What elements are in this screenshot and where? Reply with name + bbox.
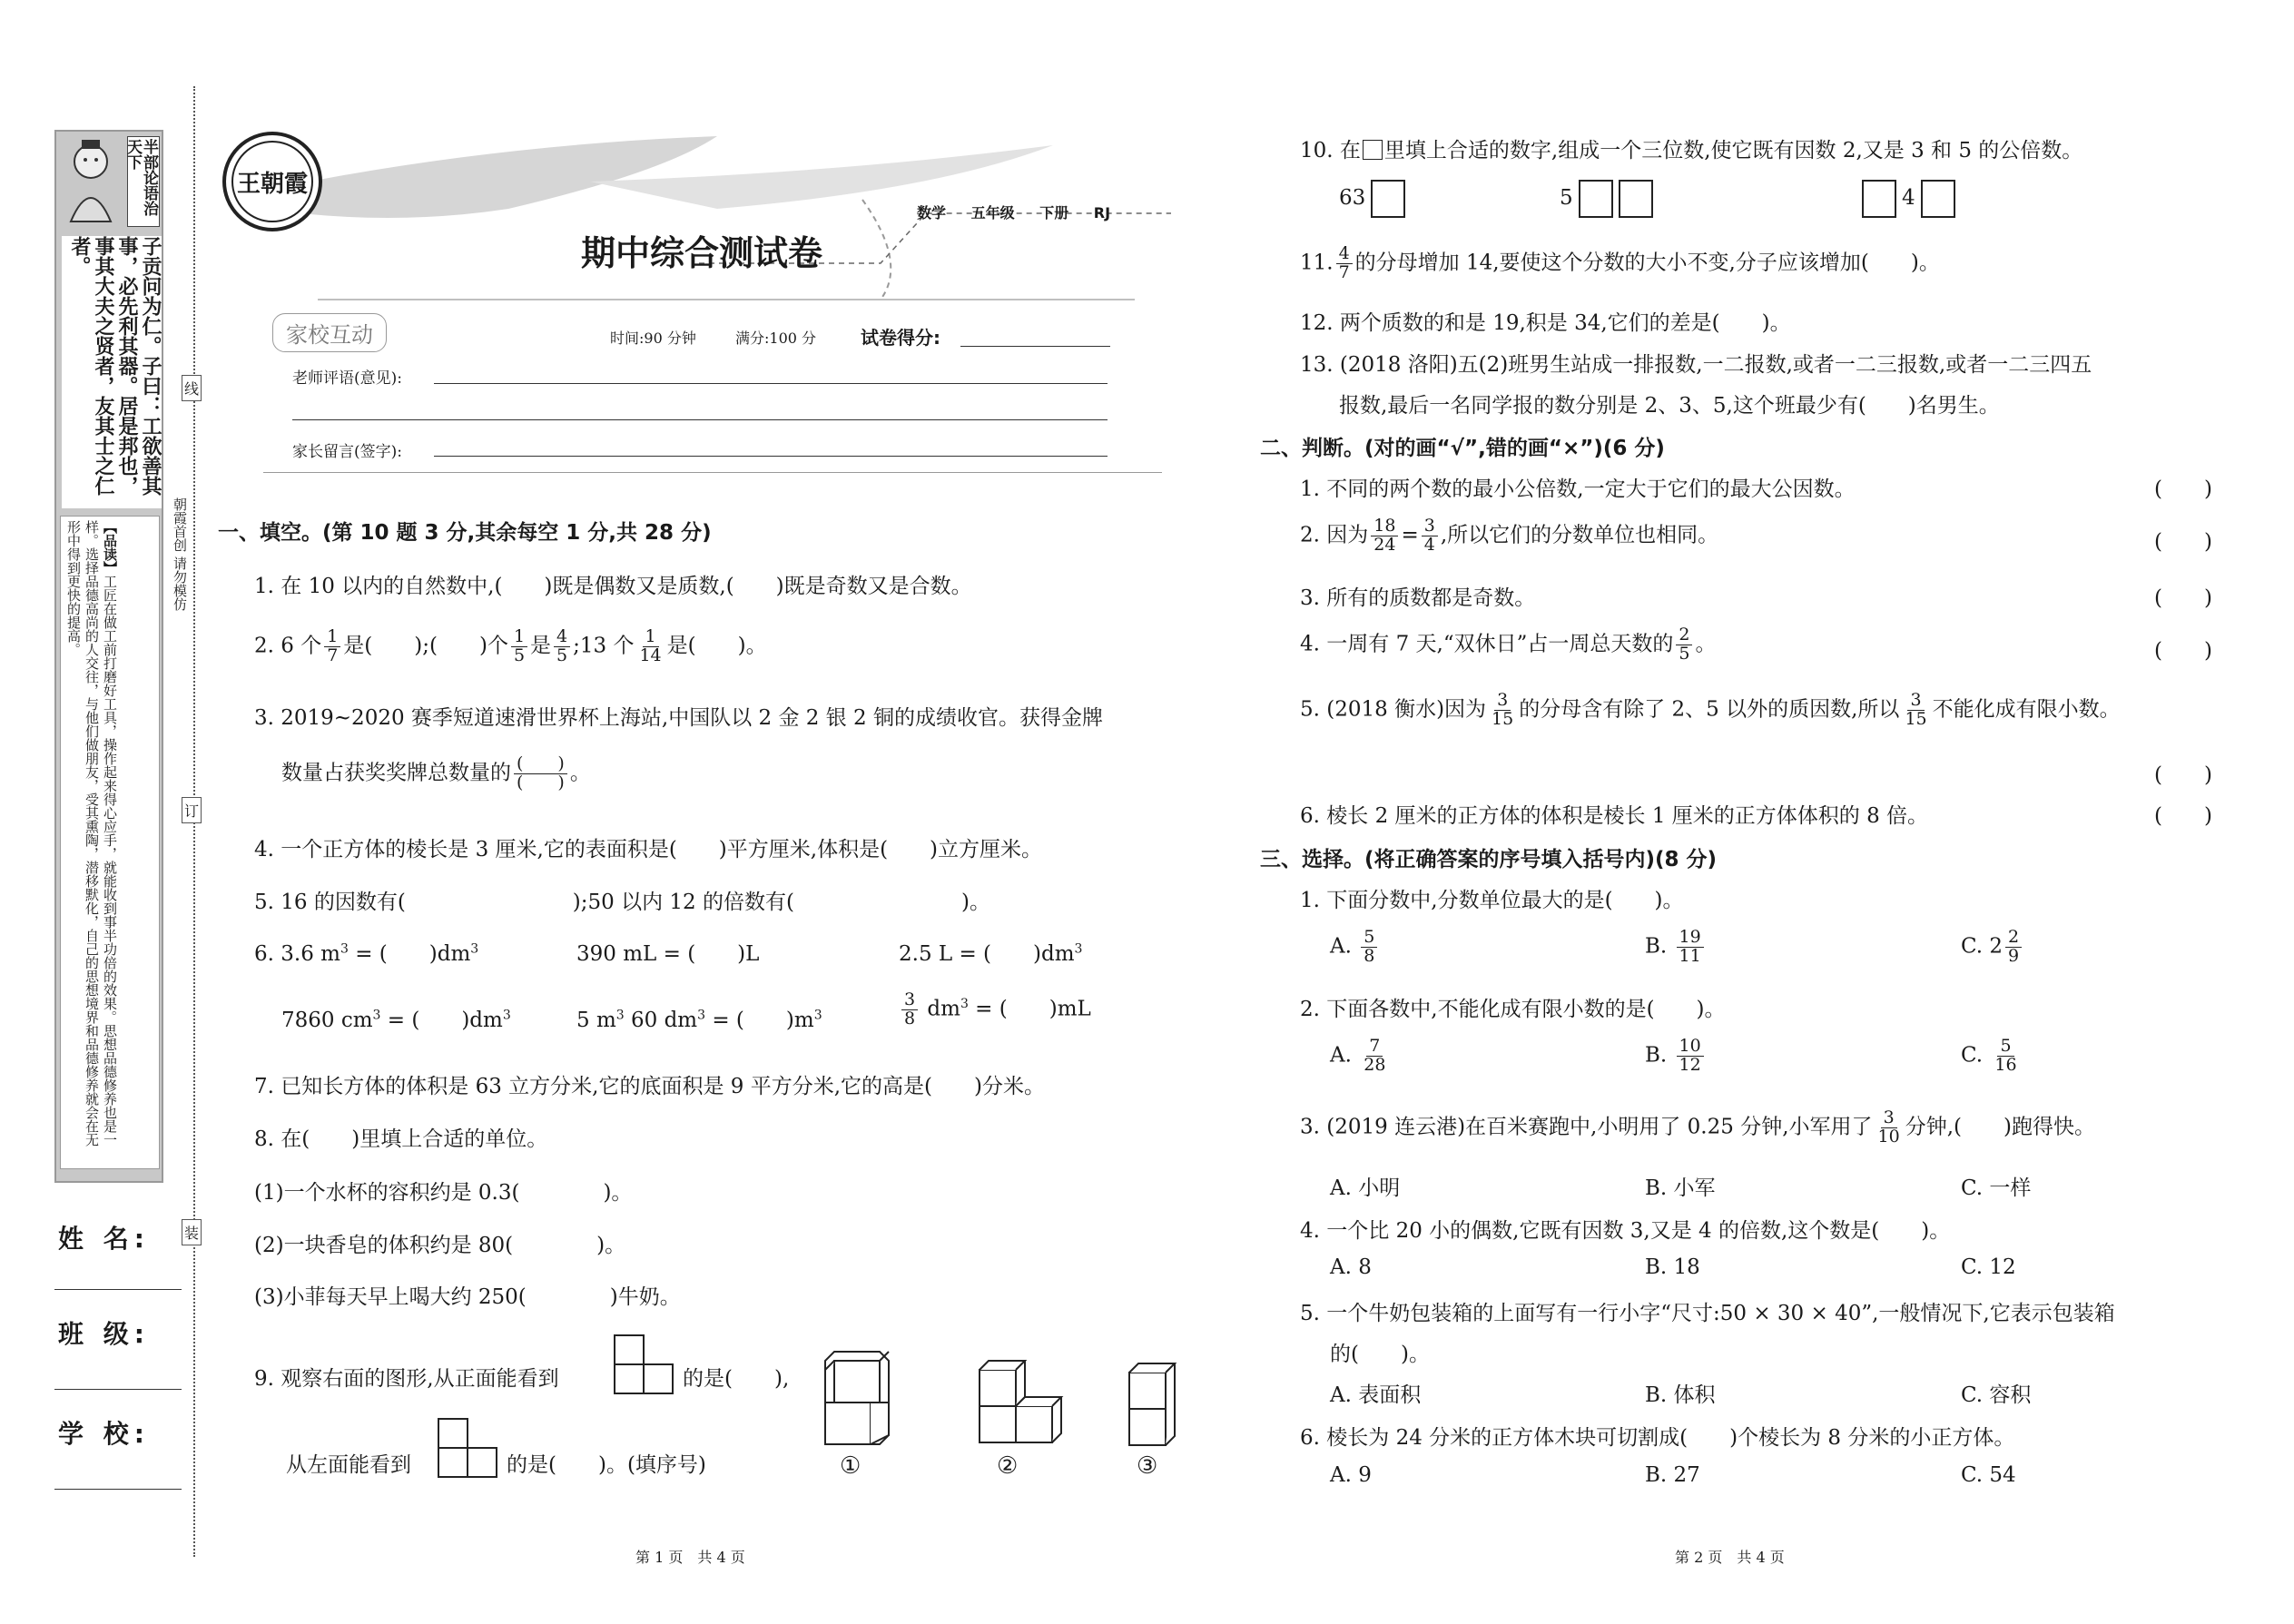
choice-1: 1. 下面分数中,分数单位最大的是( )。 bbox=[1300, 889, 1684, 912]
choice-5-line-2: 的( )。 bbox=[1330, 1343, 1430, 1366]
teacher-comment-field-2[interactable] bbox=[292, 419, 1108, 420]
page-title: 期中综合测试卷 bbox=[581, 232, 823, 273]
question-10-blank-3: 4 bbox=[1856, 180, 1961, 218]
home-school-label: 家校互动 bbox=[272, 313, 387, 352]
question-13-line-2: 报数,最后一名同学报的数分别是 2、3、5,这个班最少有( )名男生。 bbox=[1339, 394, 2000, 418]
figure-label-2: ② bbox=[997, 1452, 1019, 1480]
fraction-3-4: $\frac{3}{4}$ bbox=[1422, 517, 1438, 555]
small-box-icon bbox=[1363, 140, 1383, 160]
cut-char-1: 线 bbox=[182, 375, 202, 401]
page-2-footer: 第 2 页 共 4 页 bbox=[1675, 1549, 1785, 1566]
name-label: 姓 名: bbox=[58, 1224, 150, 1254]
left-view-icon bbox=[438, 1418, 499, 1485]
tag-grade: 五年级 bbox=[970, 204, 1015, 221]
choice-1-option-b[interactable]: B. $\frac{19}{11}$ bbox=[1645, 929, 1707, 966]
question-6-a: 6. 3.6 $m^3$ = ( )$dm^3$ bbox=[254, 941, 479, 966]
judge-4: 4. 一周有 7 天,“双休日”占一周总天数的 $\frac{2}{5}$ 。 bbox=[1300, 625, 1717, 664]
cube-figure-2 bbox=[976, 1357, 1067, 1448]
sidebar-reading bbox=[60, 516, 160, 1169]
reading-label: 【品读】 bbox=[102, 520, 118, 575]
judge-1: 1. 不同的两个数的最小公倍数,一定大于它们的最大公因数。 bbox=[1300, 477, 1856, 501]
judge-2: 2. 因为 $\frac{18}{24}$ = $\frac{3}{4}$ ,所以它们的分数单位也相同。 bbox=[1300, 516, 1719, 555]
choice-3-option-c[interactable]: C. 一样 bbox=[1961, 1176, 2032, 1200]
tag-edition: RJ bbox=[1093, 204, 1111, 221]
teacher-comment-label: 老师评语(意见): bbox=[292, 369, 402, 388]
choice-4: 4. 一个比 20 小的偶数,它既有因数 3,又是 4 的倍数,这个数是( )。 bbox=[1300, 1219, 1951, 1243]
copyright-note: 朝霞首创 请勿模仿 bbox=[172, 497, 188, 611]
q2-part-b: 是( );( )个 bbox=[343, 634, 508, 658]
choice-5-line-1: 5. 一个牛奶包装箱的上面写有一行小字“尺寸:50 × 30 × 40”,一般情况下,它表示包装箱 bbox=[1300, 1302, 2115, 1325]
question-11: 11. $\frac{4}{7}$ 的分母增加 14,要使这个分数的大小不变,分子应该增加( )。 bbox=[1300, 243, 1940, 282]
question-12: 12. 两个质数的和是 19,积是 34,它们的差是( )。 bbox=[1300, 311, 1791, 335]
subject-tags bbox=[917, 202, 1110, 222]
question-2 bbox=[254, 628, 767, 665]
score-field[interactable] bbox=[960, 346, 1110, 347]
digit-box-3[interactable] bbox=[1619, 180, 1653, 218]
section-1-heading: 一、填空。(第 10 题 3 分,其余每空 1 分,共 28 分) bbox=[218, 521, 712, 545]
parent-comment-label: 家长留言(签字): bbox=[292, 443, 402, 461]
judge-6: 6. 棱长 2 厘米的正方体的体积是棱长 1 厘米的正方体体积的 8 倍。 bbox=[1300, 804, 1929, 828]
question-6-c: 2.5 L = ( )$dm^3$ bbox=[899, 941, 1083, 966]
figure-label-3: ③ bbox=[1137, 1452, 1158, 1480]
logo-seal bbox=[222, 132, 322, 231]
choice-2-option-a[interactable]: A. $\frac{7}{28}$ bbox=[1330, 1036, 1386, 1075]
digit-box-4[interactable] bbox=[1862, 180, 1896, 218]
page-1-footer: 第 1 页 共 4 页 bbox=[635, 1549, 745, 1566]
question-8-1: (1)一个水杯的容积约是 0.3( )。 bbox=[254, 1181, 633, 1205]
question-8-2: (2)一块香皂的体积约是 80( )。 bbox=[254, 1234, 626, 1257]
fraction-1-5: $\frac{1}{5}$ bbox=[511, 628, 527, 665]
class-label: 班 级: bbox=[58, 1319, 150, 1349]
school-label: 学 校: bbox=[58, 1419, 150, 1449]
choice-2: 2. 下面各数中,不能化成有限小数的是( )。 bbox=[1300, 998, 1726, 1021]
judge-1-answer[interactable]: ( ) bbox=[2154, 477, 2212, 501]
fraction-blank: $\frac{( )}{( )}$ bbox=[514, 755, 567, 792]
figure-label-1: ① bbox=[840, 1452, 861, 1480]
judge-5: 5. (2018 衡水)因为 $\frac{3}{15}$ 的分母含有除了 2、5 以外的质因数,所以 $\frac{3}{15}$ 不能化成有限小数。 bbox=[1300, 690, 2121, 729]
question-6-d: 7860 $cm^3$ = ( )$dm^3$ bbox=[281, 1008, 511, 1032]
logo-text: 王朝霞 bbox=[231, 141, 313, 222]
fraction-3-10: $\frac{3}{10}$ bbox=[1877, 1107, 1900, 1147]
question-1: 1. 在 10 以内的自然数中,( )既是偶数又是质数,( )既是奇数又是合数。 bbox=[254, 575, 972, 598]
choice-2-option-c[interactable]: C. $\frac{5}{16}$ bbox=[1961, 1036, 2017, 1075]
reading-text: 工匠在做工前打磨好工具，操作起来得心应手，就能收到事半功倍的效果。思想品德修养也是一样。选择品德高尚的人交往，与他们做朋友，受其熏陶，潜移默化，自己的思想境界和品德修养就会在无形中得到更快的提高。 bbox=[65, 520, 118, 1147]
question-5: 5. 16 的因数有( );50 以内 12 的倍数有( )。 bbox=[254, 891, 990, 914]
question-10-blank-2: 5 bbox=[1560, 180, 1659, 218]
digit-box-5[interactable] bbox=[1921, 180, 1955, 218]
choice-4-option-b[interactable]: B. 18 bbox=[1645, 1255, 1700, 1279]
fraction-3-15-a: $\frac{3}{15}$ bbox=[1492, 690, 1514, 729]
fraction-4-5: $\frac{4}{5}$ bbox=[554, 628, 570, 665]
choice-3-option-a[interactable]: A. 小明 bbox=[1330, 1176, 1401, 1200]
score-label: 试卷得分: bbox=[861, 327, 940, 349]
question-3-line-1: 3. 2019~2020 赛季短道速滑世界杯上海站,中国队以 2 金 2 银 2 铜的成绩收官。获得金牌 bbox=[254, 706, 1103, 730]
judge-4-answer[interactable]: ( ) bbox=[2154, 639, 2212, 663]
question-7: 7. 已知长方体的体积是 63 立方分米,它的底面积是 9 平方分米,它的高是( )分米。 bbox=[254, 1075, 1045, 1098]
choice-6-option-a[interactable]: A. 9 bbox=[1330, 1463, 1372, 1487]
school-field[interactable] bbox=[54, 1489, 182, 1490]
header-frame bbox=[263, 472, 1162, 473]
parent-comment-field[interactable] bbox=[434, 456, 1108, 457]
choice-3-option-b[interactable]: B. 小军 bbox=[1645, 1176, 1716, 1200]
tag-subject: 数学 bbox=[917, 204, 947, 221]
q3-text: 数量占获奖奖牌总数量的 bbox=[281, 761, 511, 785]
section-3-heading: 三、选择。(将正确答案的序号填入括号内)(8 分) bbox=[1260, 848, 1718, 871]
judge-6-answer[interactable]: ( ) bbox=[2154, 804, 2212, 828]
judge-5-answer[interactable]: ( ) bbox=[2154, 763, 2212, 787]
question-13-line-1: 13. (2018 洛阳)五(2)班男生站成一排报数,一二报数,或者一二三报数,或者一二三四五 bbox=[1300, 353, 2092, 377]
question-6-b: 390 mL = ( )L bbox=[576, 942, 760, 966]
name-field[interactable] bbox=[54, 1289, 182, 1290]
choice-3: 3. (2019 连云港)在百米赛跑中,小明用了 0.25 分钟,小军用了 $\frac{3}{10}$ 分钟,( )跑得快。 bbox=[1300, 1107, 2095, 1147]
question-9-front-answer: 的是( ), bbox=[683, 1367, 790, 1391]
question-8: 8. 在( )里填上合适的单位。 bbox=[254, 1127, 548, 1151]
front-view-icon bbox=[614, 1334, 675, 1402]
choice-2-option-b[interactable]: B. $\frac{10}{12}$ bbox=[1645, 1038, 1707, 1075]
tag-volume: 下册 bbox=[1039, 204, 1069, 221]
choice-6: 6. 棱长为 24 分米的正方体木块可切割成( )个棱长为 8 分米的小正方体。 bbox=[1300, 1426, 2015, 1450]
question-8-3: (3)小菲每天早上喝大约 250( )牛奶。 bbox=[254, 1285, 681, 1309]
question-9-line-2: 从左面能看到 bbox=[286, 1453, 411, 1477]
fraction-3-15-b: $\frac{3}{15}$ bbox=[1905, 690, 1927, 729]
sidebar-tag: 半部论语治天下 bbox=[127, 136, 160, 227]
choice-6-option-b[interactable]: B. 27 bbox=[1645, 1463, 1700, 1487]
question-9-line-1: 9. 观察右面的图形,从正面能看到 bbox=[254, 1367, 559, 1391]
fraction-18-24: $\frac{18}{24}$ bbox=[1371, 517, 1398, 555]
sidebar-quote: 子贡问为仁。子曰：工欲善其事，必先利其器。居是邦也，事其大夫之贤者，友其士之仁者。 bbox=[62, 236, 162, 508]
cut-char-3: 装 bbox=[182, 1219, 202, 1245]
choice-4-option-c[interactable]: C. 12 bbox=[1961, 1255, 2016, 1279]
cut-char-2: 订 bbox=[182, 797, 202, 823]
judge-3-answer[interactable]: ( ) bbox=[2154, 586, 2212, 610]
q2-part-a: 2. 6 个 bbox=[254, 634, 322, 658]
fraction-4-7: $\frac{4}{7}$ bbox=[1336, 245, 1353, 282]
question-10: 10. 在 里填上合适的数字,组成一个三位数,使它既有因数 2,又是 3 和 5 的公倍数。 bbox=[1300, 139, 2083, 162]
q2-part-d: ;13 个 bbox=[573, 634, 635, 658]
q2-part-c: 是 bbox=[530, 634, 552, 658]
judge-2-answer[interactable]: ( ) bbox=[2154, 530, 2212, 554]
fraction-3-8: $\frac{3}{8}$ bbox=[901, 991, 918, 1029]
digit-box-1[interactable] bbox=[1371, 180, 1405, 218]
judge-3: 3. 所有的质数都是奇数。 bbox=[1300, 586, 1536, 610]
choice-4-option-a[interactable]: A. 8 bbox=[1330, 1255, 1372, 1279]
question-3-line-2: 数量占获奖奖牌总数量的 $\frac{( )}{( )}$ 。 bbox=[281, 753, 591, 792]
question-9-left-answer: 的是( )。(填序号) bbox=[507, 1453, 706, 1477]
cube-figure-3 bbox=[1126, 1360, 1180, 1451]
cube-figure-1 bbox=[822, 1348, 894, 1448]
digit-box-2[interactable] bbox=[1579, 180, 1613, 218]
choice-5-option-b[interactable]: B. 体积 bbox=[1645, 1383, 1716, 1407]
fraction-1-14: $\frac{1}{14}$ bbox=[639, 626, 662, 665]
choice-1-option-a[interactable]: A. $\frac{5}{8}$ bbox=[1330, 929, 1380, 966]
section-2-heading: 二、判断。(对的画“√”,错的画“×”)(6 分) bbox=[1260, 437, 1665, 460]
exam-time: 时间:90 分钟 bbox=[610, 330, 696, 347]
teacher-comment-field[interactable] bbox=[434, 383, 1108, 384]
sidebar-cartoon bbox=[58, 134, 123, 225]
choice-1-option-c[interactable]: C. 2 $\frac{2}{9}$ bbox=[1961, 929, 2024, 966]
choice-5-option-c[interactable]: C. 容积 bbox=[1961, 1383, 2032, 1407]
question-10-blank-1: 63 bbox=[1339, 180, 1411, 218]
fraction-2-5: $\frac{2}{5}$ bbox=[1676, 626, 1692, 664]
question-6-f: $\frac{3}{8}$ $dm^3$ = ( )mL bbox=[899, 991, 1091, 1029]
choice-6-option-c[interactable]: C. 54 bbox=[1961, 1463, 2016, 1487]
full-score: 满分:100 分 bbox=[735, 330, 817, 347]
choice-5-option-a[interactable]: A. 表面积 bbox=[1330, 1383, 1422, 1407]
question-4: 4. 一个正方体的棱长是 3 厘米,它的表面积是( )平方厘米,体积是( )立方厘米。 bbox=[254, 838, 1043, 861]
question-6-e: 5 $m^3$ 60 $dm^3$ = ( )$m^3$ bbox=[576, 1008, 822, 1032]
fraction-1-7: $\frac{1}{7}$ bbox=[324, 628, 340, 665]
q2-part-e: 是( )。 bbox=[666, 634, 767, 658]
class-field[interactable] bbox=[54, 1389, 182, 1390]
